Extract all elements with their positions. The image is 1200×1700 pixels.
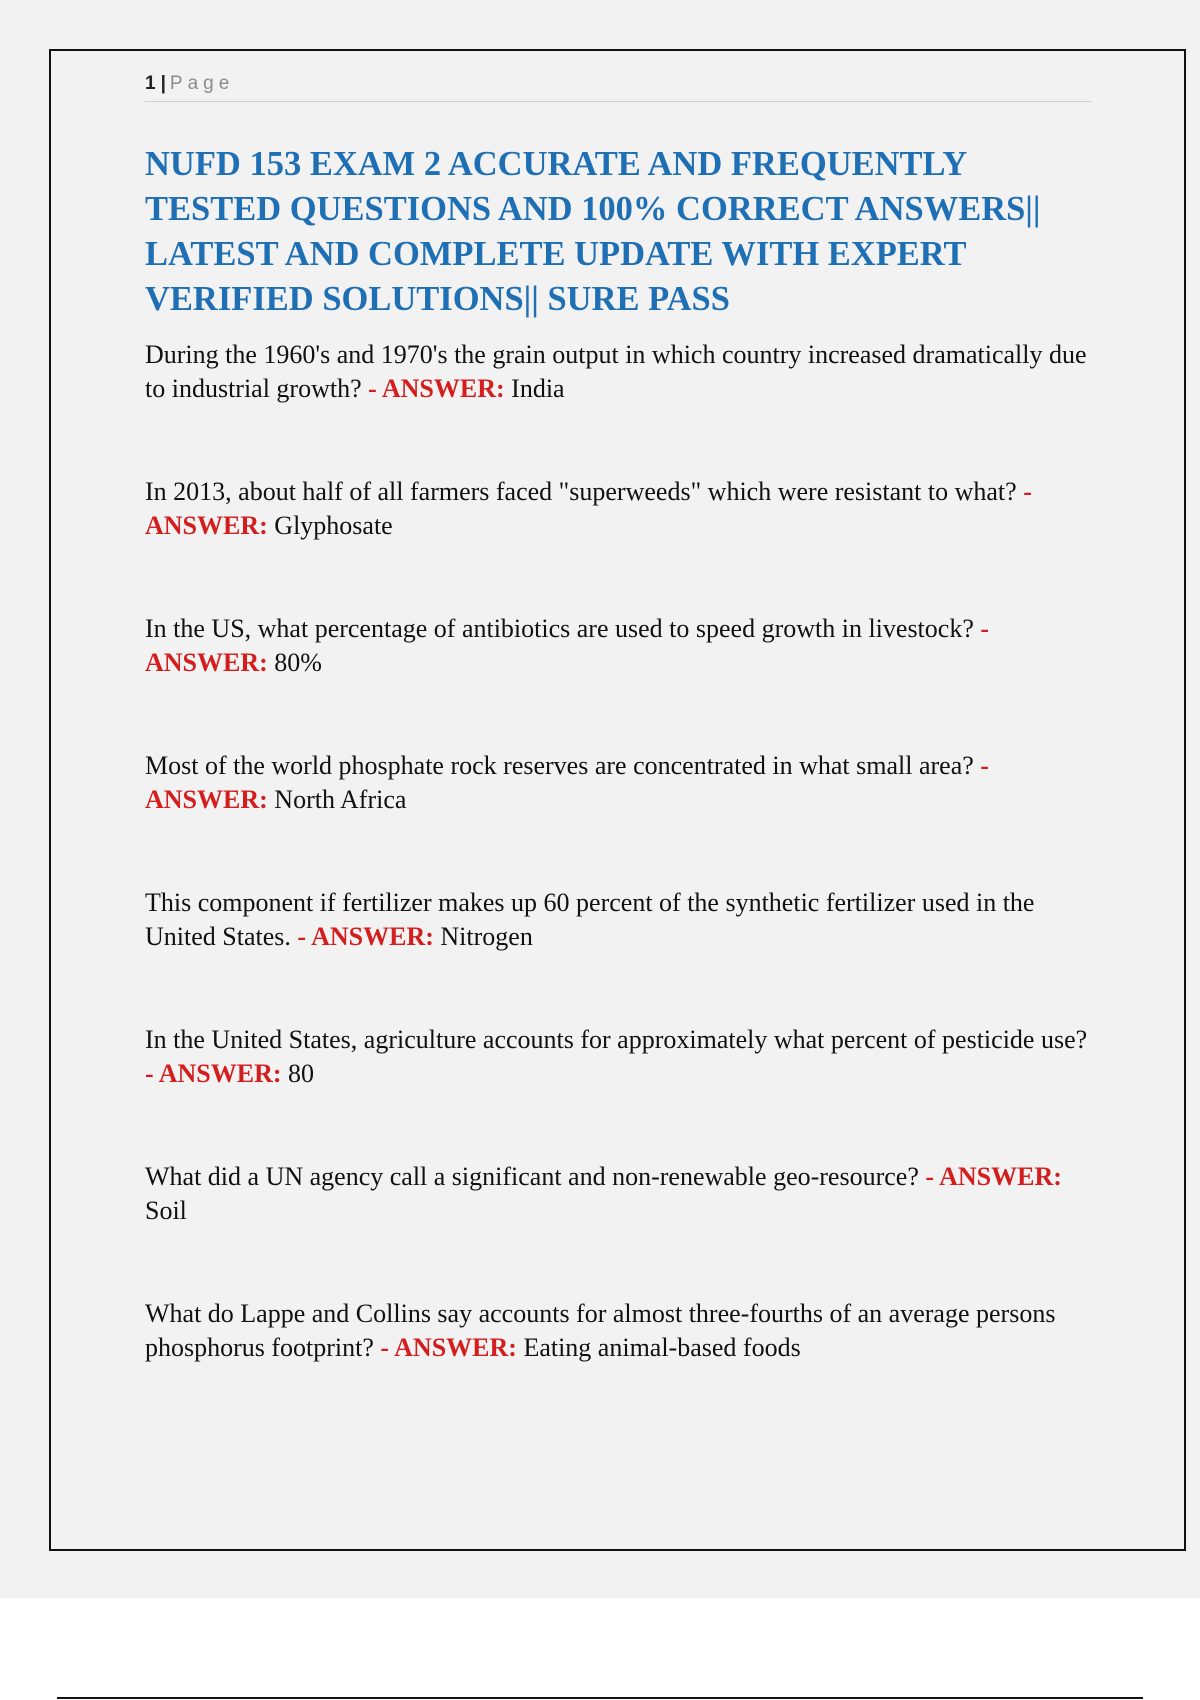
- answer-label: - ANSWER:: [368, 374, 505, 403]
- page-word: Page: [169, 73, 235, 94]
- answer-label: - ANSWER:: [380, 1333, 517, 1362]
- page-separator: |: [160, 73, 166, 94]
- answer-label: - ANSWER:: [145, 477, 1032, 540]
- answer-text: India: [511, 374, 565, 403]
- answer-label: - ANSWER:: [145, 751, 989, 814]
- answer-text: Glyphosate: [274, 511, 393, 540]
- answer-text: North Africa: [274, 785, 407, 814]
- question-text: In the United States, agriculture accounts for approximately what percent of pesticide use?: [145, 1025, 1088, 1054]
- qa-item: [145, 338, 1095, 406]
- answer-label: - ANSWER:: [145, 614, 990, 677]
- qa-item: [145, 1297, 1095, 1365]
- next-page-divider: [57, 1697, 1143, 1699]
- answer-text: Eating animal-based foods: [523, 1333, 801, 1362]
- page-header: [145, 70, 1091, 102]
- question-text: What did a UN agency call a significant and non-renewable geo-resource?: [145, 1162, 919, 1191]
- qa-item: [145, 475, 1095, 543]
- qa-item: [145, 886, 1095, 954]
- qa-item: [145, 1023, 1095, 1091]
- answer-text: 80: [288, 1059, 315, 1088]
- qa-item: [145, 749, 1095, 817]
- question-text: In the US, what percentage of antibiotics are used to speed growth in livestock?: [145, 614, 974, 643]
- question-text: During the 1960's and 1970's the grain output in which country increased dramatically due to industrial growth?: [145, 340, 1087, 403]
- question-text: Most of the world phosphate rock reserves are concentrated in what small area?: [145, 751, 974, 780]
- question-text: In 2013, about half of all farmers faced "superweeds" which were resistant to what?: [145, 477, 1017, 506]
- answer-text: Nitrogen: [440, 922, 533, 951]
- answer-label: - ANSWER:: [145, 1059, 282, 1088]
- answer-label: - ANSWER:: [925, 1162, 1062, 1191]
- qa-list: [145, 338, 1095, 1434]
- page-number: 1: [145, 73, 156, 94]
- answer-text: Soil: [145, 1196, 187, 1225]
- document-title: NUFD 153 EXAM 2 ACCURATE AND FREQUENTLY TESTED QUESTIONS AND 100% CORRECT ANSWERS|| LATEST AND COMPLETE UPDATE WITH EXPERT VERIFIED SOLUTIONS|| SURE PASS: [145, 145, 1041, 318]
- answer-label: - ANSWER:: [297, 922, 434, 951]
- question-text: What do Lappe and Collins say accounts for almost three-fourths of an average persons phosphorus footprint?: [145, 1299, 1056, 1362]
- answer-text: 80%: [274, 648, 322, 677]
- qa-item: [145, 612, 1095, 680]
- question-text: This component if fertilizer makes up 60 percent of the synthetic fertilizer used in the United States.: [145, 888, 1035, 951]
- qa-item: [145, 1160, 1095, 1228]
